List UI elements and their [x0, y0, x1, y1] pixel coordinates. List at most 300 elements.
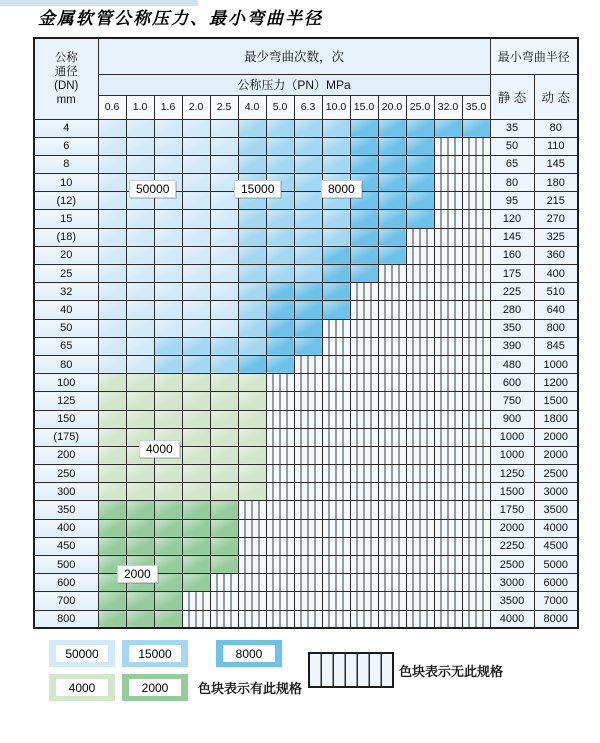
spec-available-cell: [350, 228, 378, 246]
spec-unavailable-cell: [266, 374, 294, 392]
spec-available-cell: [210, 501, 238, 519]
spec-unavailable-cell: [434, 410, 462, 428]
spec-available-cell: [266, 319, 294, 337]
spec-unavailable-cell: [294, 610, 322, 628]
spec-available-cell: [182, 283, 210, 301]
dn-cell: 450: [34, 537, 98, 555]
spec-available-cell: [238, 483, 266, 501]
spec-available-cell: [238, 392, 266, 410]
table-row: [34, 519, 578, 537]
spec-available-cell: [182, 392, 210, 410]
spec-available-cell: [154, 337, 182, 355]
pressure-value-header: 1.0: [126, 95, 154, 119]
spec-available-cell: [210, 537, 238, 555]
spec-available-cell: [182, 556, 210, 574]
spec-unavailable-cell: [350, 592, 378, 610]
spec-unavailable-cell: [378, 537, 406, 555]
spec-unavailable-cell: [406, 392, 434, 410]
legend-no-spec-text: 色块表示无此规格: [399, 664, 504, 679]
spec-unavailable-cell: [322, 501, 350, 519]
dn-cell: 600: [34, 574, 98, 592]
spec-unavailable-cell: [462, 210, 490, 228]
spec-unavailable-cell: [462, 319, 490, 337]
table-row: [34, 501, 578, 519]
spec-available-cell: [182, 483, 210, 501]
dn-cell: 25: [34, 265, 98, 283]
table-row: [34, 137, 578, 155]
spec-available-cell: [98, 192, 126, 210]
static-radius-cell: 95: [490, 192, 534, 210]
table-row: [34, 483, 578, 501]
table-row: [34, 283, 578, 301]
spec-available-cell: [350, 265, 378, 283]
spec-available-cell: [238, 355, 266, 373]
spec-unavailable-cell: [266, 574, 294, 592]
static-radius-cell: 175: [490, 265, 534, 283]
spec-unavailable-cell: [350, 519, 378, 537]
spec-unavailable-cell: [406, 410, 434, 428]
spec-available-cell: [154, 537, 182, 555]
spec-available-cell: [294, 119, 322, 137]
spec-available-cell: [182, 319, 210, 337]
spec-available-cell: [434, 119, 462, 137]
table-row: [34, 355, 578, 373]
table-row: [34, 446, 578, 464]
spec-available-cell: [238, 210, 266, 228]
dynamic-radius-cell: 4500: [534, 537, 578, 555]
static-radius-cell: 280: [490, 301, 534, 319]
spec-unavailable-cell: [462, 410, 490, 428]
spec-available-cell: [182, 410, 210, 428]
legend-swatch-8000: [216, 640, 282, 667]
pressure-value-header: 15.0: [350, 95, 378, 119]
spec-available-cell: [238, 265, 266, 283]
spec-unavailable-cell: [406, 265, 434, 283]
spec-available-cell: [266, 246, 294, 264]
spec-unavailable-cell: [294, 446, 322, 464]
spec-available-cell: [182, 137, 210, 155]
dn-cell: 300: [34, 483, 98, 501]
spec-available-cell: [266, 137, 294, 155]
spec-unavailable-cell: [378, 410, 406, 428]
spec-unavailable-cell: [462, 592, 490, 610]
min-bend-radius-header: 最小弯曲半径: [490, 38, 578, 74]
spec-unavailable-cell: [378, 428, 406, 446]
spec-available-cell: [266, 265, 294, 283]
table-row: [34, 556, 578, 574]
spec-available-cell: [154, 501, 182, 519]
dynamic-radius-cell: 1800: [534, 410, 578, 428]
spec-available-cell: [154, 210, 182, 228]
dynamic-radius-cell: 270: [534, 210, 578, 228]
spec-unavailable-cell: [434, 210, 462, 228]
spec-unavailable-cell: [406, 319, 434, 337]
spec-available-cell: [182, 519, 210, 537]
spec-available-cell: [266, 355, 294, 373]
dynamic-radius-cell: 1200: [534, 374, 578, 392]
static-column-header: 静 态: [490, 74, 534, 119]
spec-unavailable-cell: [322, 392, 350, 410]
spec-unavailable-cell: [350, 301, 378, 319]
dn-cell: 6: [34, 137, 98, 155]
spec-unavailable-cell: [350, 428, 378, 446]
spec-available-cell: [266, 119, 294, 137]
spec-unavailable-cell: [238, 519, 266, 537]
pressure-value-header: 2.5: [210, 95, 238, 119]
dynamic-radius-cell: 360: [534, 246, 578, 264]
spec-available-cell: [126, 137, 154, 155]
spec-unavailable-cell: [434, 155, 462, 173]
dynamic-radius-cell: 2000: [534, 428, 578, 446]
spec-available-cell: [210, 319, 238, 337]
spec-available-cell: [98, 246, 126, 264]
spec-unavailable-cell: [210, 592, 238, 610]
dn-cell: 150: [34, 410, 98, 428]
dn-cell: 32: [34, 283, 98, 301]
spec-available-cell: [154, 574, 182, 592]
spec-available-cell: [98, 446, 126, 464]
spec-available-cell: [154, 374, 182, 392]
spec-unavailable-cell: [462, 374, 490, 392]
spec-available-cell: [322, 265, 350, 283]
spec-available-cell: [182, 574, 210, 592]
spec-available-cell: [126, 610, 154, 628]
dn-cell: 20: [34, 246, 98, 264]
spec-available-cell: [182, 265, 210, 283]
pressure-value-header: 5.0: [266, 95, 294, 119]
spec-available-cell: [126, 537, 154, 555]
dn-cell: (12): [34, 192, 98, 210]
pressure-value-header: 20.0: [378, 95, 406, 119]
spec-unavailable-cell: [182, 610, 210, 628]
spec-available-cell: [266, 210, 294, 228]
dynamic-radius-cell: 7000: [534, 592, 578, 610]
spec-unavailable-cell: [462, 574, 490, 592]
spec-available-cell: [98, 374, 126, 392]
spec-available-cell: [238, 446, 266, 464]
static-radius-cell: 145: [490, 228, 534, 246]
pressure-value-header: 2.0: [182, 95, 210, 119]
dynamic-column-header: 动 态: [534, 74, 578, 119]
spec-available-cell: [294, 283, 322, 301]
static-radius-cell: 35: [490, 119, 534, 137]
spec-available-cell: [238, 283, 266, 301]
spec-available-cell: [182, 301, 210, 319]
spec-available-cell: [98, 410, 126, 428]
spec-unavailable-cell: [294, 501, 322, 519]
spec-unavailable-cell: [378, 301, 406, 319]
table-row: [34, 174, 578, 192]
spec-available-cell: [238, 337, 266, 355]
spec-unavailable-cell: [434, 174, 462, 192]
spec-available-cell: [126, 392, 154, 410]
spec-unavailable-cell: [462, 137, 490, 155]
spec-unavailable-cell: [294, 465, 322, 483]
spec-available-cell: [126, 355, 154, 373]
spec-available-cell: [182, 446, 210, 464]
spec-available-cell: [462, 119, 490, 137]
spec-unavailable-cell: [462, 392, 490, 410]
spec-available-cell: [294, 228, 322, 246]
spec-unavailable-cell: [406, 337, 434, 355]
spec-available-cell: [238, 137, 266, 155]
spec-available-cell: [210, 119, 238, 137]
spec-unavailable-cell: [434, 428, 462, 446]
dynamic-radius-cell: 3000: [534, 483, 578, 501]
spec-unavailable-cell: [322, 537, 350, 555]
spec-available-cell: [350, 137, 378, 155]
spec-unavailable-cell: [462, 155, 490, 173]
spec-available-cell: [126, 519, 154, 537]
dynamic-radius-cell: 8000: [534, 610, 578, 628]
spec-unavailable-cell: [322, 556, 350, 574]
dn-cell: 15: [34, 210, 98, 228]
spec-unavailable-cell: [406, 465, 434, 483]
static-radius-cell: 3500: [490, 592, 534, 610]
spec-unavailable-cell: [266, 446, 294, 464]
spec-unavailable-cell: [462, 246, 490, 264]
spec-available-cell: [294, 210, 322, 228]
dynamic-radius-cell: 6000: [534, 574, 578, 592]
spec-available-cell: [406, 119, 434, 137]
pressure-value-header: 10.0: [322, 95, 350, 119]
table-row: [34, 319, 578, 337]
spec-unavailable-cell: [406, 519, 434, 537]
spec-unavailable-cell: [434, 574, 462, 592]
spec-unavailable-cell: [406, 355, 434, 373]
spec-available-cell: [378, 246, 406, 264]
spec-unavailable-cell: [434, 355, 462, 373]
static-radius-cell: 2250: [490, 537, 534, 555]
spec-available-cell: [98, 119, 126, 137]
spec-unavailable-cell: [462, 428, 490, 446]
spec-available-cell: [154, 246, 182, 264]
spec-unavailable-cell: [350, 319, 378, 337]
static-radius-cell: 50: [490, 137, 534, 155]
spec-unavailable-cell: [378, 355, 406, 373]
spec-available-cell: [154, 610, 182, 628]
spec-available-cell: [238, 319, 266, 337]
spec-available-cell: [322, 246, 350, 264]
dn-cell: 125: [34, 392, 98, 410]
dynamic-radius-cell: 845: [534, 337, 578, 355]
spec-available-cell: [210, 556, 238, 574]
legend-swatch-15000: [122, 640, 188, 667]
spec-available-cell: [98, 610, 126, 628]
spec-unavailable-cell: [378, 574, 406, 592]
spec-available-cell: [378, 210, 406, 228]
static-radius-cell: 3000: [490, 574, 534, 592]
spec-available-cell: [98, 501, 126, 519]
legend-swatch-50000: [49, 640, 115, 667]
legend-swatch-label: 15000: [129, 645, 181, 662]
spec-unavailable-cell: [434, 265, 462, 283]
spec-unavailable-cell: [406, 501, 434, 519]
spec-available-cell: [126, 483, 154, 501]
spec-unavailable-cell: [238, 592, 266, 610]
dn-column-header: [34, 38, 98, 119]
legend-has-spec-text: 色块表示有此规格: [198, 681, 303, 696]
spec-unavailable-cell: [406, 301, 434, 319]
spec-unavailable-cell: [294, 355, 322, 373]
dynamic-radius-cell: 215: [534, 192, 578, 210]
spec-unavailable-cell: [434, 337, 462, 355]
spec-available-cell: [126, 265, 154, 283]
spec-available-cell: [294, 246, 322, 264]
spec-available-cell: [182, 428, 210, 446]
spec-available-cell: [126, 410, 154, 428]
table-row: [34, 192, 578, 210]
spec-available-cell: [238, 428, 266, 446]
spec-available-cell: [266, 283, 294, 301]
spec-available-cell: [210, 246, 238, 264]
spec-unavailable-cell: [434, 483, 462, 501]
spec-available-cell: [210, 210, 238, 228]
spec-available-cell: [294, 137, 322, 155]
spec-available-cell: [126, 119, 154, 137]
spec-available-cell: [154, 519, 182, 537]
spec-available-cell: [210, 410, 238, 428]
spec-available-cell: [238, 465, 266, 483]
dynamic-radius-cell: 1000: [534, 355, 578, 373]
spec-available-cell: [322, 228, 350, 246]
spec-available-cell: [182, 246, 210, 264]
spec-available-cell: [238, 301, 266, 319]
spec-available-cell: [266, 155, 294, 173]
spec-unavailable-cell: [294, 410, 322, 428]
spec-unavailable-cell: [406, 537, 434, 555]
dn-cell: (175): [34, 428, 98, 446]
spec-unavailable-cell: [350, 610, 378, 628]
bend-cycles-header: 最少弯曲次数，次: [98, 38, 490, 74]
spec-available-cell: [294, 265, 322, 283]
static-radius-cell: 2000: [490, 519, 534, 537]
spec-available-cell: [238, 119, 266, 137]
legend-swatch-label: 2000: [129, 679, 181, 696]
dynamic-radius-cell: 800: [534, 319, 578, 337]
dn-cell: (18): [34, 228, 98, 246]
static-radius-cell: 1250: [490, 465, 534, 483]
table-row: [34, 374, 578, 392]
spec-available-cell: [154, 392, 182, 410]
static-radius-cell: 480: [490, 355, 534, 373]
spec-unavailable-cell: [406, 446, 434, 464]
spec-available-cell: [126, 501, 154, 519]
spec-available-cell: [210, 392, 238, 410]
spec-unavailable-cell: [266, 519, 294, 537]
spec-available-cell: [98, 283, 126, 301]
spec-unavailable-cell: [350, 446, 378, 464]
spec-available-cell: [98, 519, 126, 537]
spec-available-cell: [98, 428, 126, 446]
spec-available-cell: [98, 465, 126, 483]
table-row: [34, 574, 578, 592]
spec-available-cell: [210, 155, 238, 173]
spec-unavailable-cell: [406, 428, 434, 446]
spec-available-cell: [210, 137, 238, 155]
spec-available-cell: [182, 355, 210, 373]
dn-cell: 400: [34, 519, 98, 537]
dn-cell: 200: [34, 446, 98, 464]
spec-available-cell: [210, 355, 238, 373]
static-radius-cell: 65: [490, 155, 534, 173]
spec-available-cell: [98, 355, 126, 373]
spec-unavailable-cell: [350, 392, 378, 410]
spec-unavailable-cell: [294, 592, 322, 610]
dynamic-radius-cell: 110: [534, 137, 578, 155]
spec-unavailable-cell: [462, 610, 490, 628]
dn-header-line: 公称: [54, 51, 78, 64]
static-radius-cell: 600: [490, 374, 534, 392]
spec-unavailable-cell: [294, 428, 322, 446]
static-radius-cell: 225: [490, 283, 534, 301]
spec-unavailable-cell: [462, 556, 490, 574]
spec-available-cell: [126, 337, 154, 355]
static-radius-cell: 4000: [490, 610, 534, 628]
spec-unavailable-cell: [294, 483, 322, 501]
spec-unavailable-cell: [434, 537, 462, 555]
zone-label-15000: 15000: [234, 180, 281, 198]
spec-available-cell: [126, 246, 154, 264]
spec-available-cell: [182, 337, 210, 355]
legend-swatch-label: 4000: [56, 679, 108, 696]
spec-unavailable-cell: [434, 556, 462, 574]
spec-available-cell: [210, 228, 238, 246]
spec-available-cell: [154, 301, 182, 319]
spec-unavailable-cell: [266, 410, 294, 428]
spec-available-cell: [98, 483, 126, 501]
dn-cell: 80: [34, 355, 98, 373]
static-radius-cell: 900: [490, 410, 534, 428]
dn-cell: 65: [34, 337, 98, 355]
static-radius-cell: 1000: [490, 428, 534, 446]
spec-unavailable-cell: [434, 228, 462, 246]
spec-available-cell: [182, 210, 210, 228]
spec-unavailable-cell: [434, 246, 462, 264]
spec-available-cell: [98, 137, 126, 155]
spec-available-cell: [98, 210, 126, 228]
spec-unavailable-cell: [322, 319, 350, 337]
spec-available-cell: [98, 174, 126, 192]
static-radius-cell: 750: [490, 392, 534, 410]
spec-available-cell: [154, 592, 182, 610]
spec-unavailable-cell: [294, 574, 322, 592]
dynamic-radius-cell: 80: [534, 119, 578, 137]
spec-unavailable-cell: [350, 574, 378, 592]
table-row: [34, 465, 578, 483]
pressure-value-header: 0.6: [98, 95, 126, 119]
spec-available-cell: [98, 592, 126, 610]
spec-unavailable-cell: [462, 537, 490, 555]
spec-unavailable-cell: [462, 265, 490, 283]
table-row: [34, 119, 578, 137]
spec-unavailable-cell: [350, 556, 378, 574]
spec-unavailable-cell: [266, 483, 294, 501]
spec-available-cell: [350, 155, 378, 173]
spec-available-cell: [294, 192, 322, 210]
zone-label-8000: 8000: [321, 180, 362, 198]
dn-cell: 100: [34, 374, 98, 392]
spec-unavailable-cell: [322, 374, 350, 392]
spec-available-cell: [322, 283, 350, 301]
legend-swatch-2000: [122, 674, 188, 701]
dynamic-radius-cell: 510: [534, 283, 578, 301]
spec-available-cell: [238, 228, 266, 246]
spec-unavailable-cell: [322, 428, 350, 446]
spec-unavailable-cell: [462, 446, 490, 464]
spec-available-cell: [182, 174, 210, 192]
spec-unavailable-cell: [378, 592, 406, 610]
